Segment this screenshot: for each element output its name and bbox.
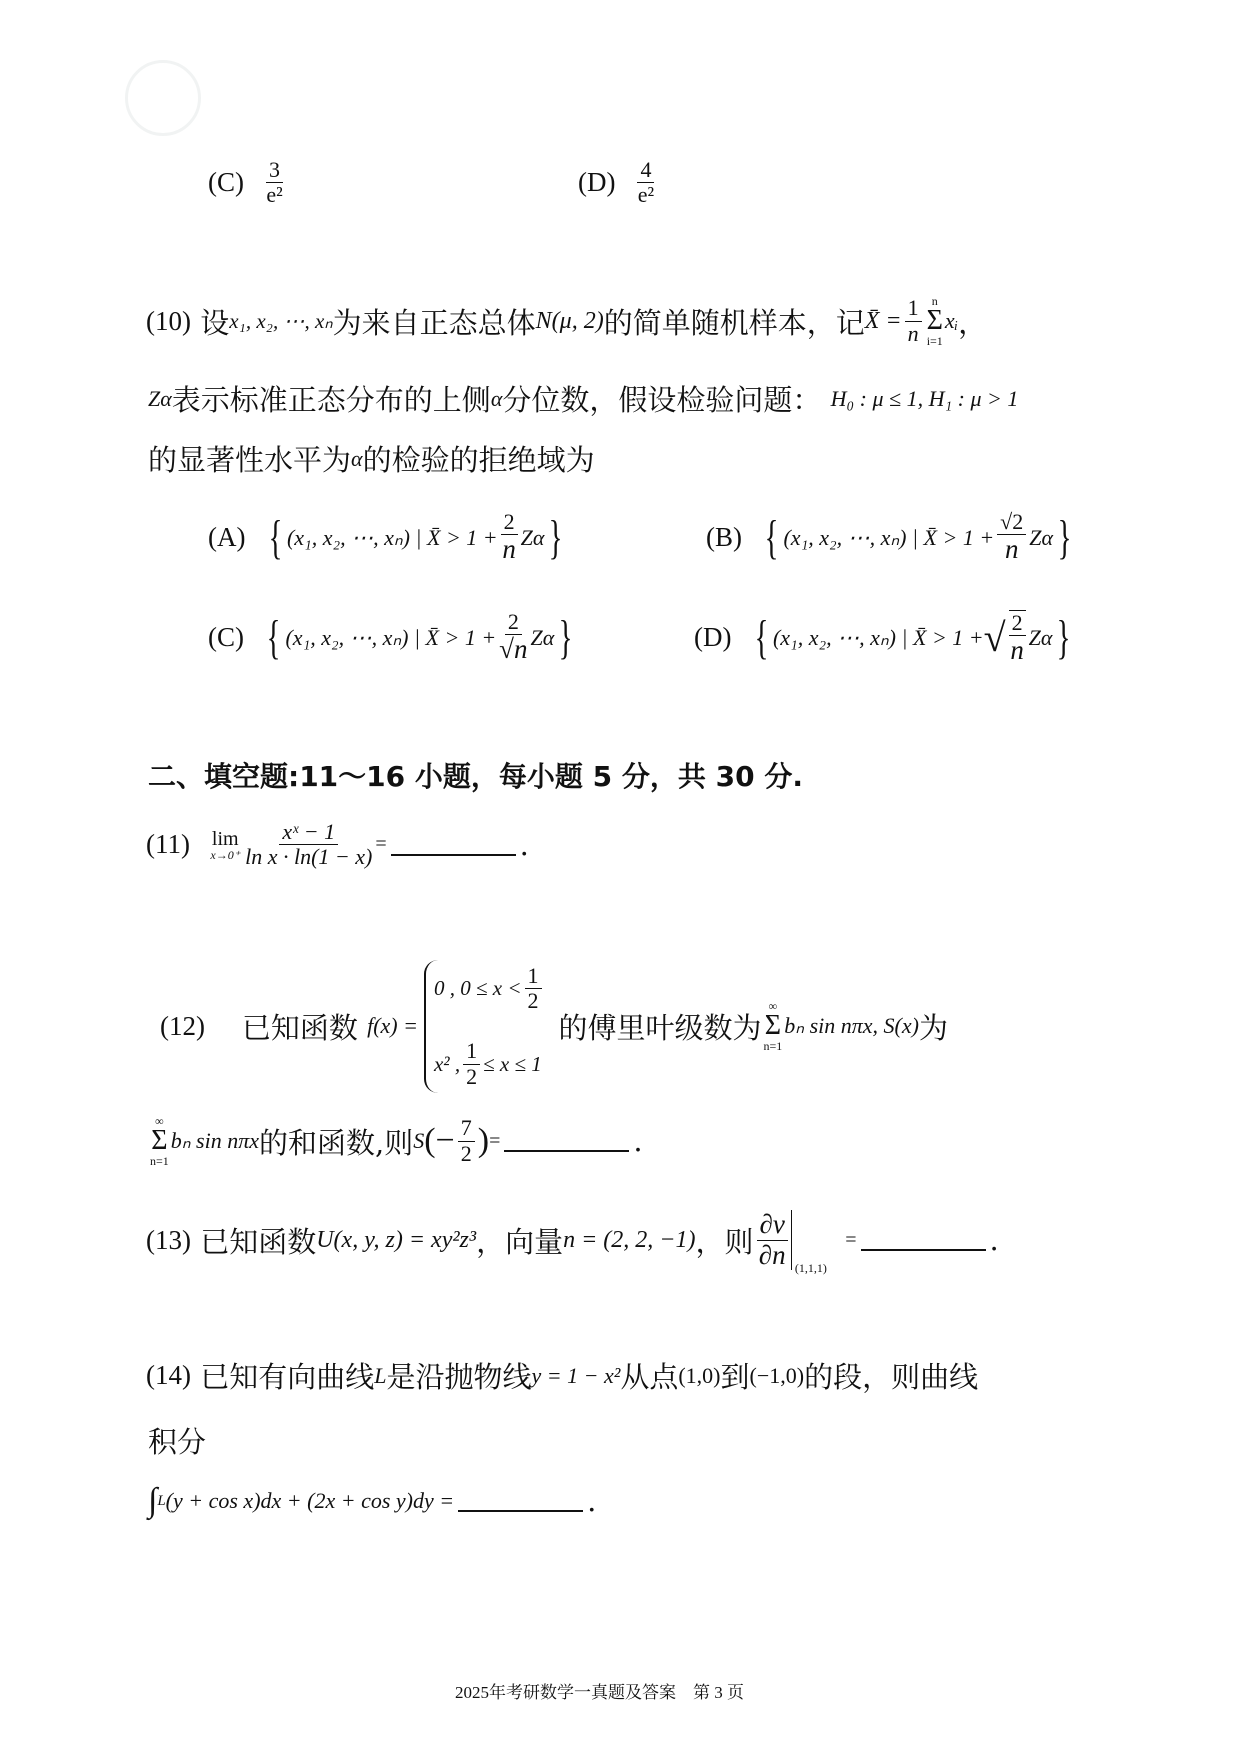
q9-option-c <box>208 158 286 207</box>
lim-sub: x→0⁺ <box>210 847 241 862</box>
text: 的段，则曲线 <box>804 1360 979 1394</box>
question-number: (11) <box>146 829 190 860</box>
q9-option-d <box>578 158 657 207</box>
q10-option-d: (D) { (x₁, x₂, ⋯, xₙ) | X̄ > 1 + √ $\frac{2}{n}$ Zα } <box>694 610 1071 666</box>
denominator: n <box>1004 534 1019 565</box>
numerator: 1 <box>463 1039 480 1064</box>
math: L <box>374 1362 387 1388</box>
math: bₙ sin nπx <box>784 1013 873 1039</box>
text: 为来自正态总体 <box>332 305 536 340</box>
fraction <box>501 510 518 565</box>
sqrt-sign: √ <box>983 615 1006 661</box>
q10-line3 <box>148 438 595 479</box>
math: α <box>351 445 363 471</box>
denominator: n <box>502 534 516 565</box>
page-footer: 2025年考研数学一真题及答案 第 3 页 <box>455 1683 744 1702</box>
text: 是沿抛物线 <box>386 1360 532 1394</box>
denominator: ∂n <box>758 1239 786 1270</box>
period: . <box>989 1223 999 1258</box>
q10-line1 <box>146 295 987 347</box>
math: Zα <box>148 385 172 411</box>
math: H₀ : μ ≤ 1, H₁ : μ > 1 <box>830 385 1019 411</box>
text: 分位数，假设检验问题： <box>502 383 822 417</box>
question-number: (14) <box>146 1360 191 1390</box>
denominator: n <box>1010 635 1024 666</box>
option-label: (C) <box>208 167 244 198</box>
text: 已知函数 <box>241 1010 358 1045</box>
fraction <box>1009 610 1026 666</box>
numerator: 1 <box>525 964 542 989</box>
q14-line1 <box>146 1355 978 1396</box>
period: . <box>633 1124 643 1158</box>
text: ，向量 <box>476 1224 564 1259</box>
denominator: e² <box>266 182 283 208</box>
answer-blank[interactable] <box>861 1229 986 1251</box>
math: Zα <box>530 624 555 650</box>
math: S <box>413 1128 425 1153</box>
text: 从点 <box>620 1360 679 1394</box>
q12-line1 <box>160 960 948 1093</box>
option-label: (D) <box>578 167 616 198</box>
sum-top: n <box>931 294 938 308</box>
period: . <box>519 827 529 862</box>
equals: = <box>375 833 387 856</box>
equals: = <box>845 1228 857 1251</box>
math: (x₁, x₂, ⋯, xₙ) | X̄ > 1 + <box>783 524 995 550</box>
math: N(μ, 2) <box>535 307 604 334</box>
text: 表示标准正态分布的上侧 <box>171 383 491 417</box>
answer-blank[interactable] <box>391 834 516 856</box>
question-number: (12) <box>160 1010 205 1041</box>
summation: ∞ Σ n=1 <box>150 1114 169 1168</box>
numerator: xˣ − 1 <box>279 820 338 845</box>
denominator: √n <box>499 634 528 665</box>
denominator: 2 <box>460 1140 472 1166</box>
math: xᵢ <box>944 308 959 333</box>
q10-line2 <box>148 378 1018 419</box>
text: 到 <box>720 1360 750 1394</box>
math: α <box>490 385 503 411</box>
math: , S(x) <box>872 1013 919 1039</box>
limit <box>210 829 240 861</box>
q14-line2: 积分 <box>148 1425 207 1459</box>
text: ，则 <box>695 1224 754 1259</box>
numerator: 4 <box>637 158 654 183</box>
math: X̄ = <box>864 307 902 334</box>
math: Zα <box>1029 524 1054 550</box>
sum-bottom: n=1 <box>150 1154 169 1168</box>
partial-derivative <box>757 1210 792 1270</box>
period: . <box>587 1484 597 1518</box>
q10-option-c: (C) { (x₁, x₂, ⋯, xₙ) | X̄ > 1 + $\frac{2}{√n}$ Zα } <box>208 609 573 665</box>
fraction <box>499 610 527 665</box>
denominator: ln x · ln(1 − x) <box>245 844 373 870</box>
numerator: 7 <box>458 1116 475 1141</box>
numerator: 1 <box>905 296 922 321</box>
math: ) <box>477 1122 490 1159</box>
case-2: x² , <box>433 1051 461 1076</box>
math: U(x, y, z) = xy²z³ <box>316 1226 477 1253</box>
q14-line3 <box>148 1482 596 1520</box>
option-label: (B) <box>706 522 742 552</box>
numerator: √2 <box>997 510 1026 535</box>
text: 设 <box>200 305 230 340</box>
math: L <box>157 1492 166 1509</box>
math: (x₁, x₂, ⋯, xₙ) | X̄ > 1 + <box>285 624 497 650</box>
answer-blank[interactable] <box>504 1130 629 1152</box>
numerator: 2 <box>1009 611 1026 636</box>
numerator: 2 <box>501 510 518 535</box>
fraction <box>463 1039 480 1088</box>
fraction <box>458 1116 475 1165</box>
q10-option-b: (B) { (x₁, x₂, ⋯, xₙ) | X̄ > 1 + $\frac{√2}{n}$ Zα } <box>706 509 1072 565</box>
numerator: 3 <box>266 158 283 183</box>
option-label: (C) <box>208 622 244 652</box>
sum-bottom: n=1 <box>763 1039 783 1054</box>
answer-blank[interactable] <box>458 1490 583 1512</box>
denominator: n <box>907 320 919 346</box>
case-2-range: ≤ x ≤ 1 <box>483 1051 542 1076</box>
text: 的和函数,则 <box>259 1125 414 1160</box>
math: Zα <box>1028 624 1053 650</box>
math: (1,0) <box>678 1362 721 1388</box>
math: f(x) = <box>367 1013 418 1039</box>
option-label: (A) <box>208 522 246 552</box>
watermark-logo <box>125 60 201 136</box>
math: x₁, x₂, ⋯, xₙ <box>229 308 333 333</box>
section-heading: 二、填空题:11～16 小题，每小题 5 分，共 30 分. <box>148 760 803 793</box>
denominator: 2 <box>527 988 539 1014</box>
sum-bottom: i=1 <box>926 334 943 348</box>
math: (−1,0) <box>749 1362 805 1388</box>
text: 的显著性水平为 <box>148 443 352 477</box>
q11 <box>146 820 529 869</box>
math: Zα <box>520 524 545 550</box>
fraction <box>905 296 922 345</box>
case-1: 0 , 0 ≤ x < <box>433 976 522 1001</box>
text: 的简单随机样本，记 <box>603 305 865 340</box>
q12-line2 <box>148 1115 643 1167</box>
math: (y + cos x)dx + (2x + cos y)dy = <box>165 1488 455 1513</box>
denominator: e² <box>637 182 655 208</box>
numerator: 2 <box>505 610 522 635</box>
math: (x₁, x₂, ⋯, xₙ) | X̄ > 1 + <box>286 524 498 550</box>
question-number: (10) <box>146 305 191 336</box>
piecewise <box>424 960 553 1093</box>
fraction <box>997 510 1026 565</box>
text: 为 <box>918 1010 948 1045</box>
math: bₙ sin nπx <box>170 1128 260 1153</box>
text: 的傅里叶级数为 <box>558 1010 762 1045</box>
fraction <box>266 158 283 207</box>
option-label: (D) <box>694 622 732 653</box>
q13 <box>146 1209 999 1276</box>
text: 已知有向曲线 <box>200 1360 375 1394</box>
fraction <box>245 820 372 869</box>
math: n = (2, 2, −1) <box>563 1226 696 1253</box>
numerator: ∂v <box>757 1210 788 1241</box>
math: y = 1 − x² <box>531 1362 621 1388</box>
fraction <box>525 964 542 1013</box>
q10-option-a: (A) { (x₁, x₂, ⋯, xₙ) | X̄ > 1 + $\frac{2}{n}$ Zα } <box>208 509 563 565</box>
text: 的检验的拒绝域为 <box>362 443 595 477</box>
text: 已知函数 <box>200 1224 317 1259</box>
text: ， <box>958 305 988 340</box>
lim: lim <box>211 827 239 850</box>
fraction <box>637 158 654 207</box>
summation: ∞ Σ n=1 <box>763 999 783 1054</box>
evaluation-point: (1,1,1) <box>794 1261 827 1276</box>
sum-top: ∞ <box>768 999 778 1014</box>
equals: = <box>489 1129 501 1152</box>
denominator: 2 <box>466 1063 478 1089</box>
question-number: (13) <box>146 1224 191 1255</box>
integral-sign: ∫ <box>148 1482 158 1519</box>
summation: n Σ i=1 <box>926 294 943 348</box>
sum-top: ∞ <box>155 1114 164 1128</box>
math: (x₁, x₂, ⋯, xₙ) | X̄ > 1 + <box>772 624 984 650</box>
math: (− <box>424 1122 455 1159</box>
